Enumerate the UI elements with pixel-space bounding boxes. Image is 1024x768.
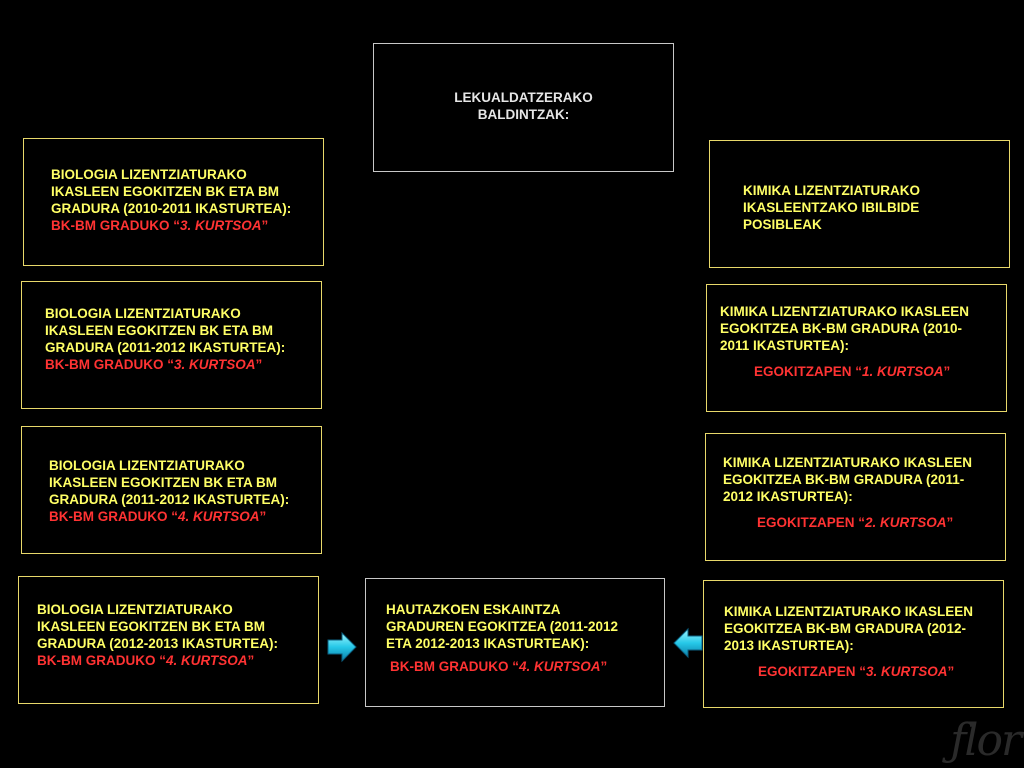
box-line: KIMIKA LIZENTZIATURAKO IKASLEEN [720,304,969,319]
arrow-right-icon [326,631,358,663]
box-line: BIOLOGIA LIZENTZIATURAKO [37,602,233,617]
box-line: GRADURA (2010-2011 IKASTURTEA): [51,201,292,216]
box-line: BIOLOGIA LIZENTZIATURAKO [49,458,245,473]
box-line: GRADURA (2011-2012 IKASTURTEA): [49,492,290,507]
box-line: ETA 2012-2013 IKASTURTEAK): [386,636,590,651]
box-line: GRADURA (2011-2012 IKASTURTEA): [45,340,286,355]
course-label: BK-BM GRADUKO “3. KURTSOA” [45,357,263,372]
course-label: BK-BM GRADUKO “4. KURTSOA” [390,659,608,674]
arrow-left-icon [672,627,704,659]
biology-box-2012-2013 [18,576,319,704]
biology-box-2011-2012-3 [21,281,322,409]
box-line: HAUTAZKOEN ESKAINTZA [386,602,561,617]
box-line: BIOLOGIA LIZENTZIATURAKO [51,167,247,182]
biology-box-2010-2011 [23,138,324,266]
chemistry-paths-box [709,140,1010,268]
box-line: 2012 IKASTURTEA): [723,489,853,504]
chemistry-box-2012-2013 [703,580,1004,708]
box-line: BIOLOGIA LIZENTZIATURAKO [45,306,241,321]
box-line: GRADUREN EGOKITZEA (2011-2012 [386,619,619,634]
box-line: IKASLEEN EGOKITZEN BK ETA BM [49,475,278,490]
course-label: BK-BM GRADUKO “4. KURTSOA” [37,653,255,668]
chemistry-box-2010-2011 [706,284,1007,412]
course-label: EGOKITZAPEN “2. KURTSOA” [757,515,954,530]
box-line: EGOKITZEA BK-BM GRADURA (2010- [720,321,963,336]
box-line: IKASLEEN EGOKITZEN BK ETA BM [37,619,266,634]
box-line: GRADURA (2012-2013 IKASTURTEA): [37,636,279,651]
box-line: EGOKITZEA BK-BM GRADURA (2012- [724,621,967,636]
box-line: 2013 IKASTURTEA): [724,638,854,653]
box-line: IKASLEEN EGOKITZEN BK ETA BM [51,184,280,199]
course-label: BK-BM GRADUKO “3. KURTSOA” [51,218,269,233]
course-label: BK-BM GRADUKO “4. KURTSOA” [49,509,267,524]
box-line: IKASLEENTZAKO IBILBIDE [743,200,920,215]
box-line: 2011 IKASTURTEA): [720,338,850,353]
title-line-2: BALDINTZAK: [477,107,570,122]
box-line: EGOKITZEA BK-BM GRADURA (2011- [723,472,965,487]
box-line: KIMIKA LIZENTZIATURAKO IKASLEEN [723,455,972,470]
biology-box-2011-2012-4 [21,426,322,554]
course-label: EGOKITZAPEN “3. KURTSOA” [758,664,955,679]
box-line: POSIBLEAK [743,217,822,232]
course-label: EGOKITZAPEN “1. KURTSOA” [754,364,951,379]
electives-box [365,578,665,707]
title-line-1: LEKUALDATZERAKO [454,90,593,105]
box-line: IKASLEEN EGOKITZEN BK ETA BM [45,323,274,338]
title-box [373,43,674,172]
box-line: KIMIKA LIZENTZIATURAKO [743,183,920,198]
box-line: KIMIKA LIZENTZIATURAKO IKASLEEN [724,604,973,619]
logo-watermark: ƒlor [950,715,1020,766]
chemistry-box-2011-2012 [705,433,1006,561]
